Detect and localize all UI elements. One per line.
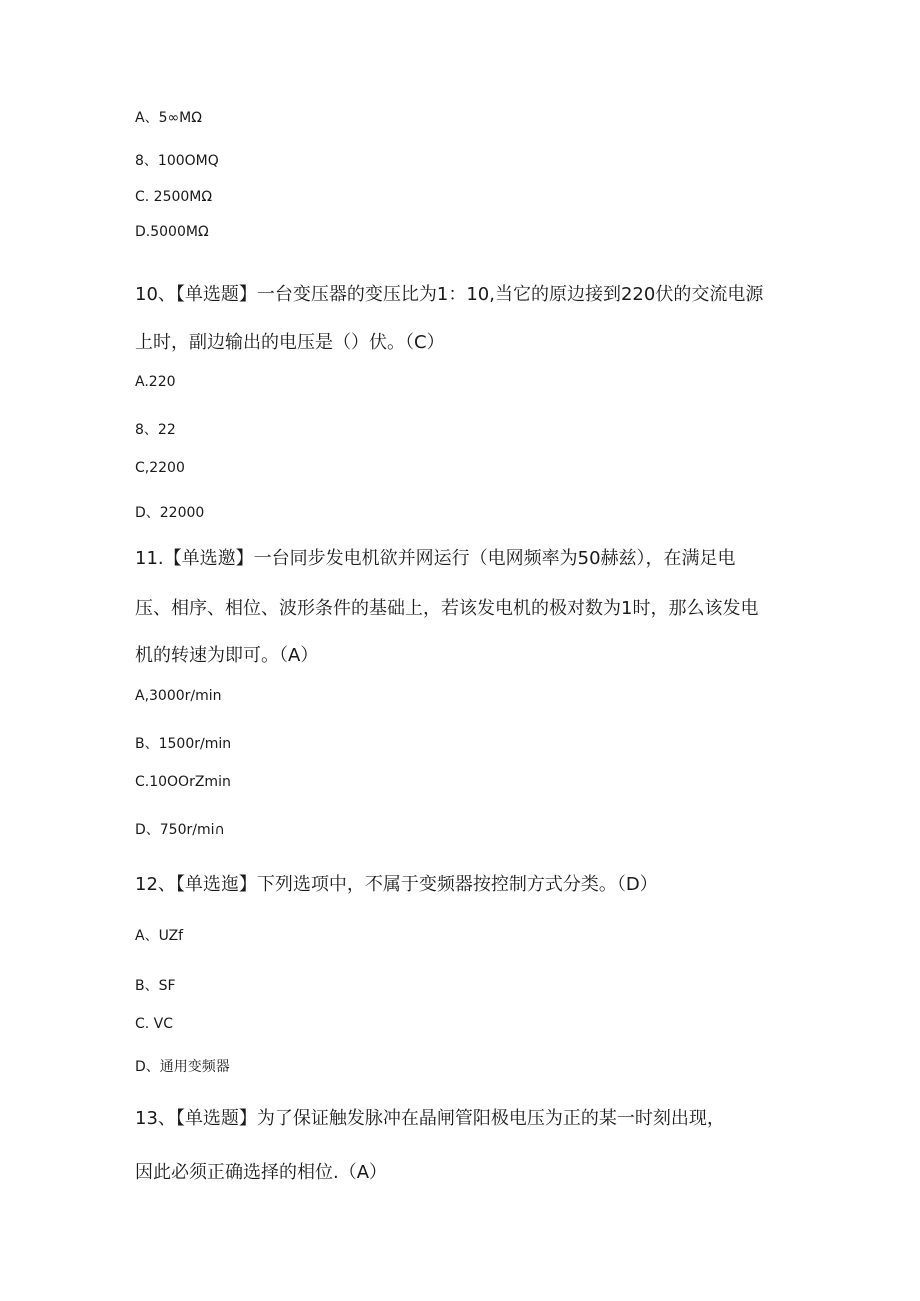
q9-option-c: C. 2500MΩ xyxy=(135,189,213,205)
q9-option-d: D.5000MΩ xyxy=(135,224,209,240)
q13-text-line1: 13、【单选题】为了保证触发脉冲在晶闸管阳极电压为正的某一时刻出现， xyxy=(135,1108,725,1129)
q10-option-c: C,2200 xyxy=(135,460,185,476)
q12-option-d: D、通用变频器 xyxy=(135,1059,230,1075)
q11-text-line2: 压、相序、相位、波形条件的基础上，若该发电机的极对数为1时，那么该发电 xyxy=(135,598,759,619)
q10-option-d: D、22000 xyxy=(135,505,205,521)
q11-option-d: D、750r∕mi∩ xyxy=(135,822,225,838)
q13-text-line2: 因此必须正确选择的相位.（A） xyxy=(135,1162,388,1183)
q11-option-b: B、1500r∕min xyxy=(135,736,232,752)
q11-text-line3: 机的转速为即可。（A） xyxy=(135,645,319,666)
q10-text-line2: 上时，副边输出的电压是（）伏。（C） xyxy=(135,332,445,353)
q10-text-line1: 10、【单选题】一台变压器的变压比为1：10,当它的原边接到220伏的交流电源 xyxy=(135,284,764,305)
q12-option-c: C. VC xyxy=(135,1016,174,1032)
q11-option-c: C.10OOrZmin xyxy=(135,774,231,790)
q11-text-line1: 11.【单选邀】一台同步发电机欲并网运行（电网频率为50赫兹），在满足电 xyxy=(135,548,736,569)
q10-option-b: 8、22 xyxy=(135,422,176,438)
q12-option-a: A、UZf xyxy=(135,928,184,944)
q9-option-b: 8、100OMQ xyxy=(135,153,219,169)
q10-option-a: A.220 xyxy=(135,374,176,390)
q12-text-line1: 12、【单选迤】下列选项中，不属于变频器按控制方式分类。（D） xyxy=(135,874,658,895)
q11-option-a: A,3000r∕min xyxy=(135,688,222,704)
q12-option-b: B、SF xyxy=(135,978,176,994)
q9-option-a: A、5∞MΩ xyxy=(135,110,202,126)
